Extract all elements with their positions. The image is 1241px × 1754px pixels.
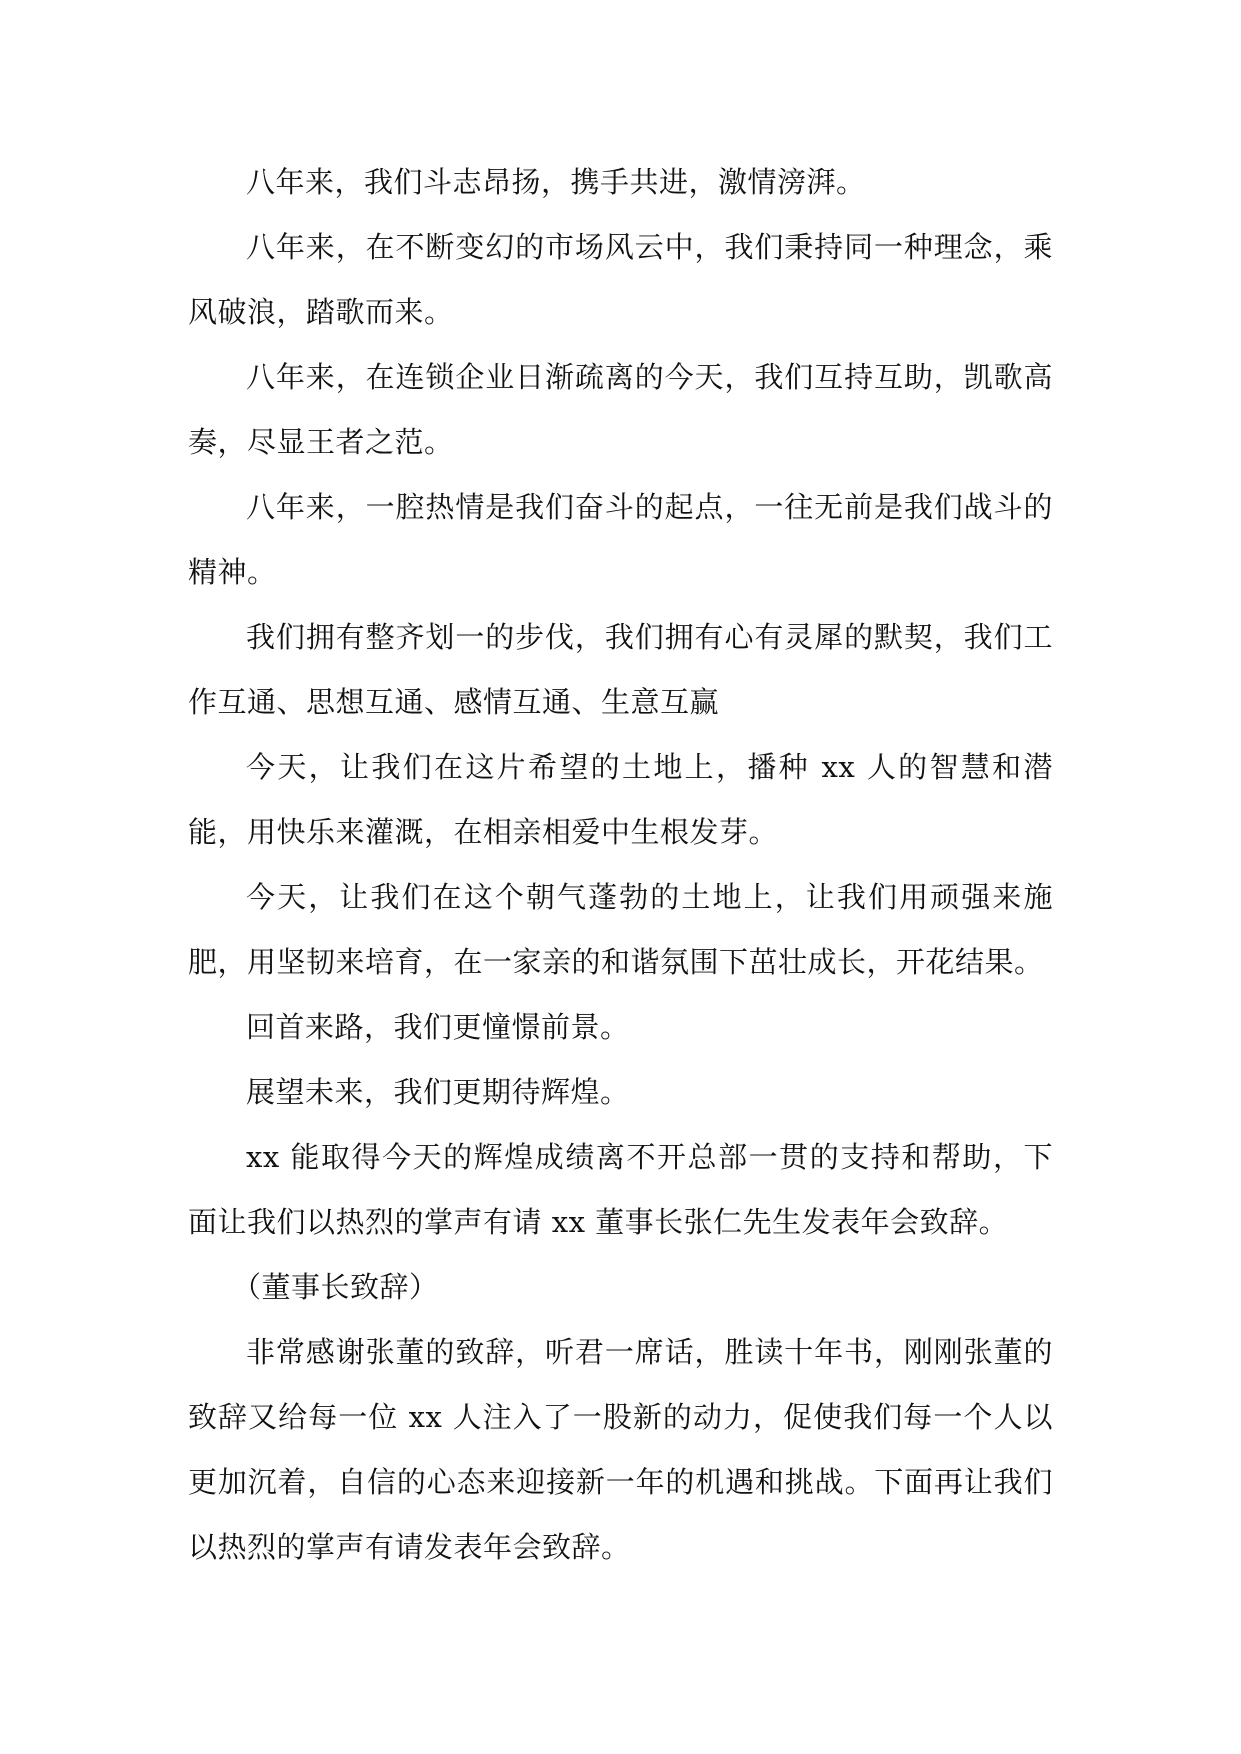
paragraph: 八年来，在连锁企业日渐疏离的今天，我们互持互助，凯歌高奏，尽显王者之范。 (188, 360, 1053, 459)
paragraph: 展望未来，我们更期待辉煌。 (246, 1075, 630, 1109)
paragraph: 八年来，一腔热情是我们奋斗的起点，一往无前是我们战斗的精神。 (188, 490, 1053, 589)
paragraph: 非常感谢张董的致辞，听君一席话，胜读十年书，刚刚张董的致辞又给每一位 xx 人注入了一股新的动力，促使我们每一个人以更加沉着，自信的心态来迎接新一年的机遇和挑战。下面再让我们以热烈的掌声有请发表年会致辞。 (188, 1335, 1053, 1564)
paragraph: 回首来路，我们更憧憬前景。 (246, 1010, 630, 1044)
paragraph: 今天，让我们在这片希望的土地上，播种 xx 人的智慧和潜能，用快乐来灌溉，在相亲相爱中生根发芽。 (188, 750, 1053, 849)
paragraph: 今天，让我们在这个朝气蓬勃的土地上，让我们用顽强来施肥，用坚韧来培育，在一家亲的和谐氛围下茁壮成长，开花结果。 (188, 880, 1053, 979)
paragraph: 我们拥有整齐划一的步伐，我们拥有心有灵犀的默契，我们工作互通、思想互通、感情互通、生意互赢 (188, 620, 1053, 719)
document-body (188, 150, 1053, 1580)
paragraph: 八年来，在不断变幻的市场风云中，我们秉持同一种理念，乘风破浪，踏歌而来。 (188, 230, 1053, 329)
paragraph: xx 能取得今天的辉煌成绩离不开总部一贯的支持和帮助，下面让我们以热烈的掌声有请 xx 董事长张仁先生发表年会致辞。 (188, 1140, 1053, 1239)
paragraph-stage-direction: （董事长致辞） (232, 1270, 439, 1304)
paragraph: 八年来，我们斗志昂扬，携手共进，激情滂湃。 (246, 165, 866, 199)
